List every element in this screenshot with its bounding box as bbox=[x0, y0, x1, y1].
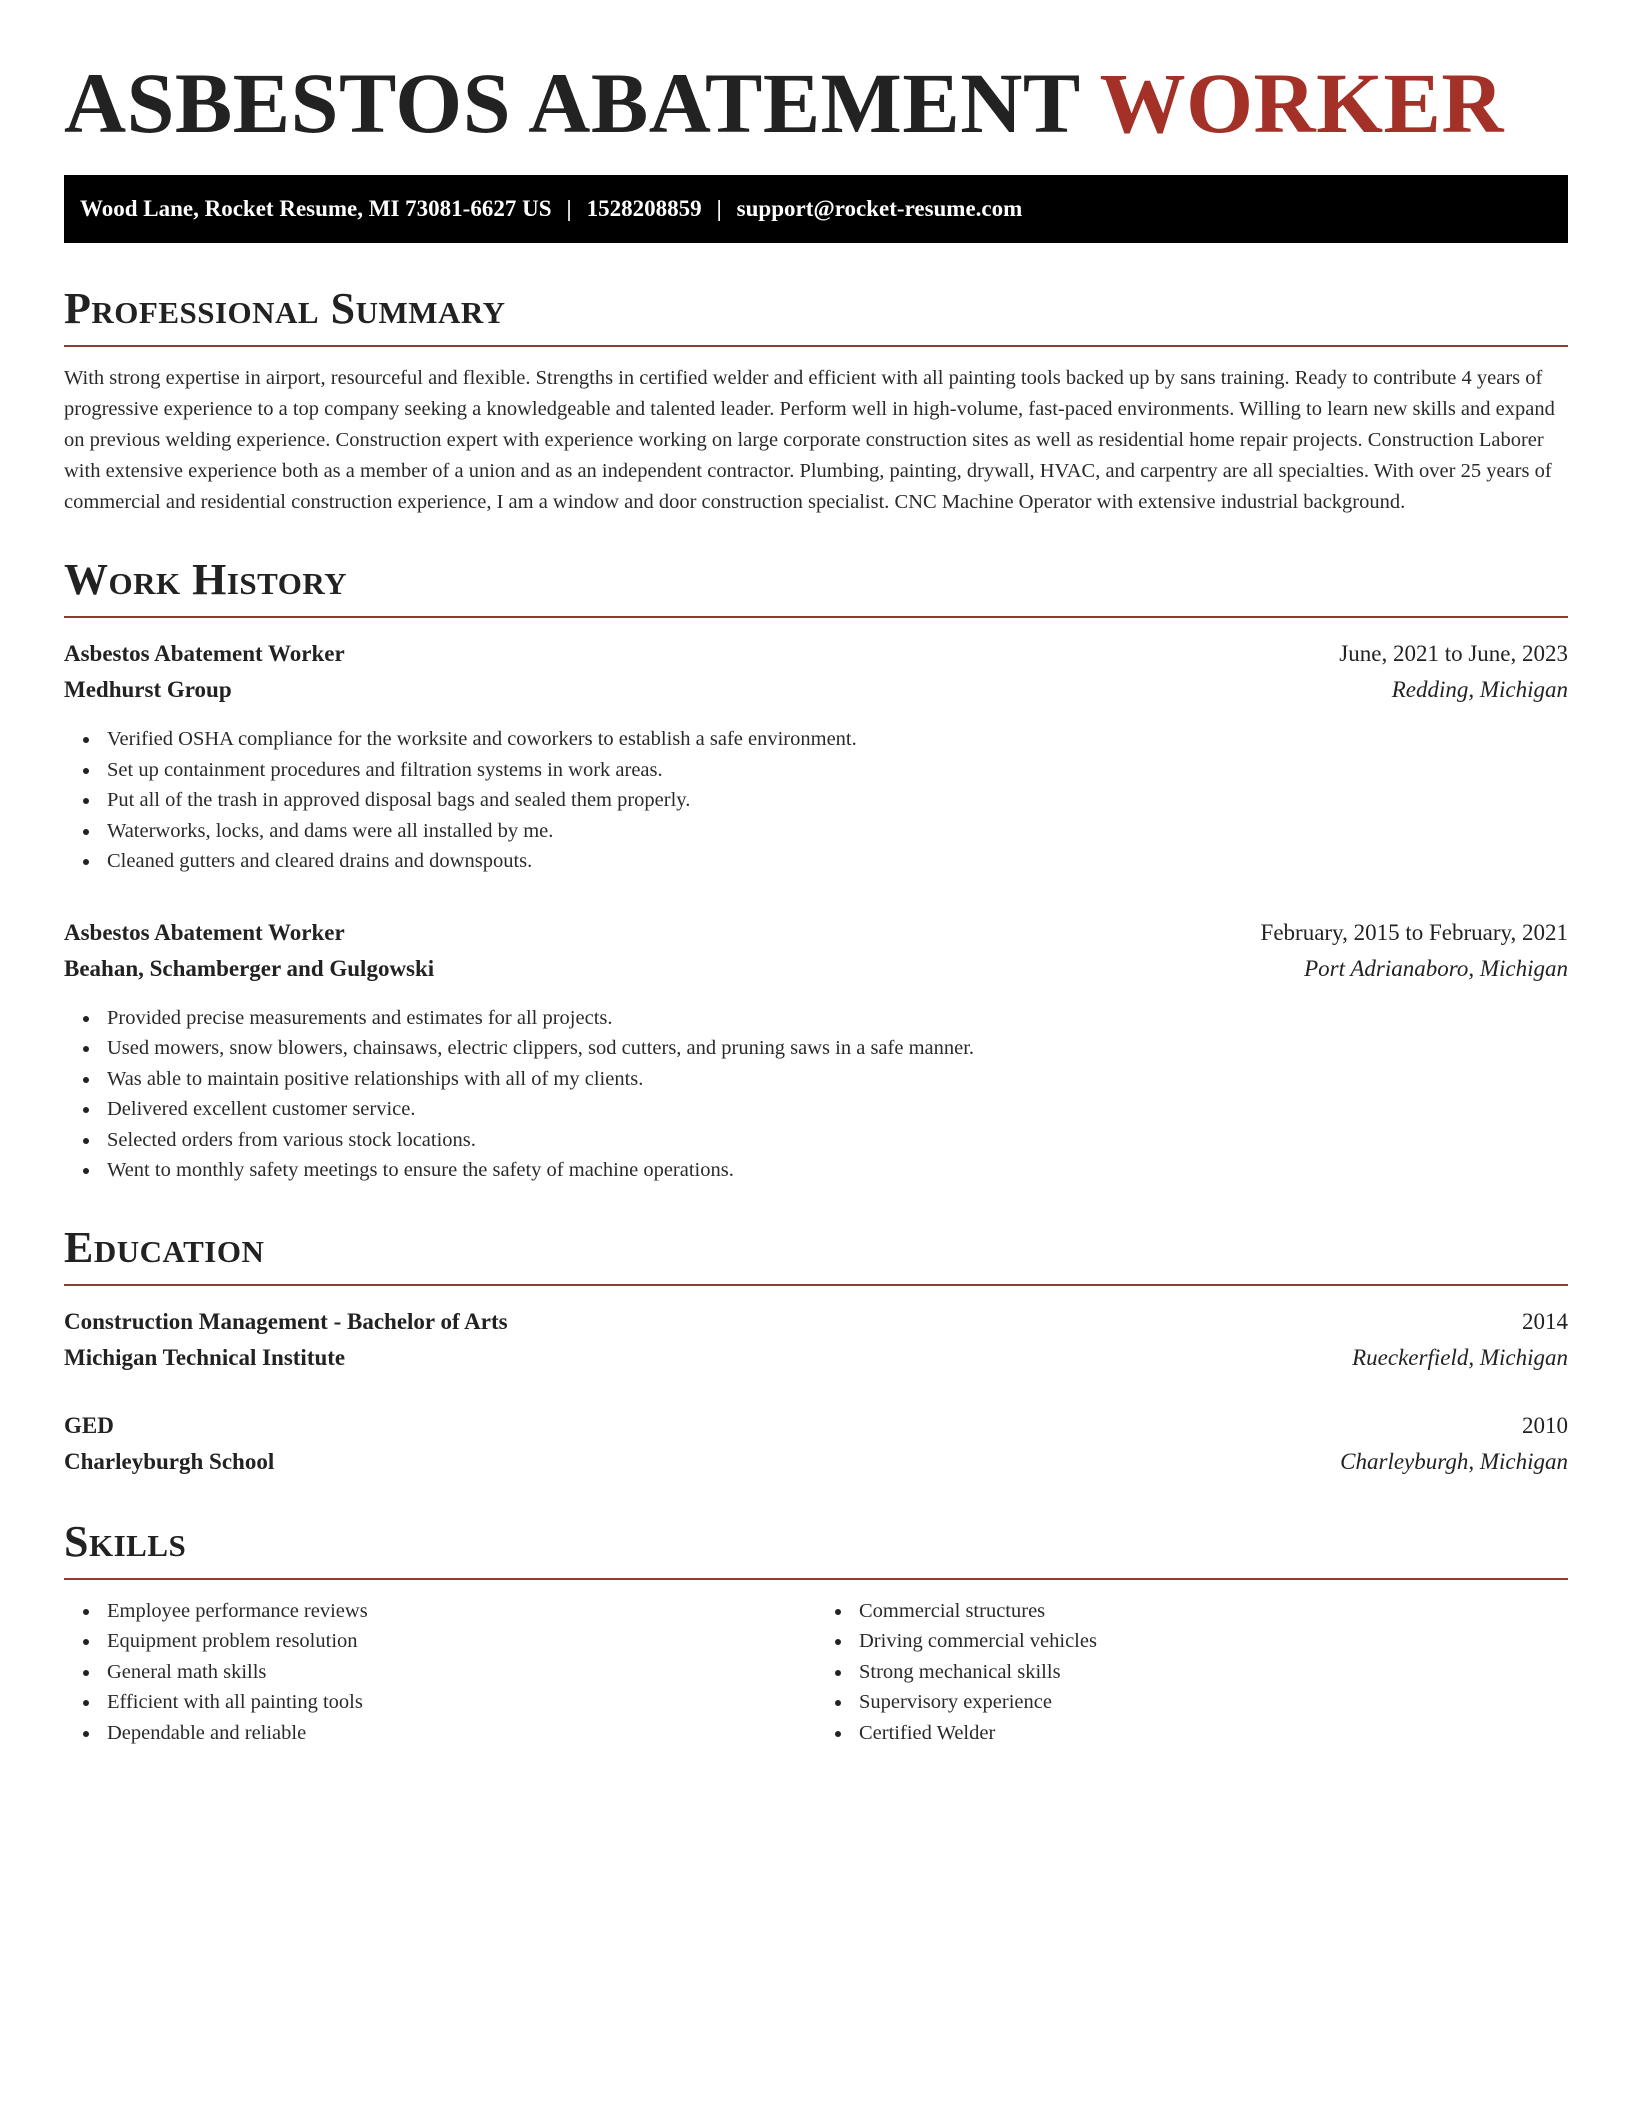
job-role: Asbestos Abatement Worker bbox=[64, 641, 345, 667]
job-location: Port Adrianaboro, Michigan bbox=[1304, 955, 1568, 981]
job-bullet: Was able to maintain positive relationships with all of my clients. bbox=[64, 1064, 1568, 1095]
education-location: Charleyburgh, Michigan bbox=[1340, 1448, 1568, 1474]
title-accent: WORKER bbox=[1099, 55, 1504, 151]
education-degree-row bbox=[64, 1304, 1568, 1340]
contact-phone[interactable]: 1528208859 bbox=[586, 196, 702, 222]
skill-item: General math skills bbox=[64, 1657, 816, 1688]
job-bullet: Provided precise measurements and estimates for all projects. bbox=[64, 1003, 1568, 1034]
work-history-section bbox=[64, 555, 1568, 1186]
resume-title bbox=[64, 0, 1568, 155]
job-bullets bbox=[64, 1003, 1568, 1186]
skill-item: Equipment problem resolution bbox=[64, 1626, 816, 1657]
education-degree-row bbox=[64, 1408, 1568, 1444]
job-bullet: Verified OSHA compliance for the worksite and coworkers to establish a safe environment. bbox=[64, 724, 1568, 755]
education-school: Michigan Technical Institute bbox=[64, 1344, 346, 1370]
skills-column-left bbox=[64, 1596, 816, 1749]
education-year: 2014 bbox=[1522, 1308, 1568, 1334]
section-title-skills: Skills bbox=[64, 1520, 1568, 1580]
education-year: 2010 bbox=[1522, 1412, 1568, 1438]
job-role: Asbestos Abatement Worker bbox=[64, 919, 345, 945]
job-bullets bbox=[64, 724, 1568, 877]
education-entry bbox=[64, 1304, 1568, 1376]
job-dates: June, 2021 to June, 2023 bbox=[1339, 641, 1568, 667]
job-company-row bbox=[64, 951, 1568, 987]
job-bullet: Selected orders from various stock locations. bbox=[64, 1125, 1568, 1156]
contact-address: Wood Lane, Rocket Resume, MI 73081-6627 US bbox=[80, 196, 552, 222]
job-bullet: Set up containment procedures and filtration systems in work areas. bbox=[64, 755, 1568, 786]
contact-separator: | bbox=[566, 196, 572, 222]
section-title-summary: Professional Summary bbox=[64, 287, 1568, 347]
job-company: Medhurst Group bbox=[64, 677, 232, 703]
skill-item: Employee performance reviews bbox=[64, 1596, 816, 1627]
skill-item: Commercial structures bbox=[816, 1596, 1568, 1627]
skills-grid bbox=[64, 1596, 1568, 1749]
skill-item: Supervisory experience bbox=[816, 1687, 1568, 1718]
summary-section bbox=[64, 284, 1568, 518]
skills-column-right bbox=[816, 1596, 1568, 1749]
job-bullet: Put all of the trash in approved disposal bags and sealed them properly. bbox=[64, 785, 1568, 816]
job-header-row bbox=[64, 915, 1568, 951]
job-bullet: Used mowers, snow blowers, chainsaws, electric clippers, sod cutters, and pruning saws in a safe manner. bbox=[64, 1033, 1568, 1064]
education-degree: Construction Management - Bachelor of Arts bbox=[64, 1308, 508, 1334]
skill-item: Certified Welder bbox=[816, 1718, 1568, 1749]
job-bullet: Cleaned gutters and cleared drains and downspouts. bbox=[64, 846, 1568, 877]
summary-text: With strong expertise in airport, resourceful and flexible. Strengths in certified welder and efficient with all painting tools backed up by sans training. Ready to contribute 4 years of progressive experience to a top company seeking a knowledgeable and talented leader. Perform well in high-volume, fast-paced environments. Willing to learn new skills and expand on previous welding experience. Construction expert with experience working on large corporate construction sites as well as residential home repair projects. Construction Laborer with extensive experience both as a member of a union and as an independent contractor. Plumbing, painting, drywall, HVAC, and carpentry are all specialties. With over 25 years of commercial and residential construction experience, I am a window and door construction specialist. CNC Machine Operator with extensive industrial background. bbox=[64, 367, 1555, 514]
education-school: Charleyburgh School bbox=[64, 1448, 275, 1474]
skill-item: Strong mechanical skills bbox=[816, 1657, 1568, 1688]
education-degree: GED bbox=[64, 1412, 114, 1438]
contact-separator: | bbox=[716, 196, 722, 222]
job-entry bbox=[64, 915, 1568, 1186]
section-title-education: Education bbox=[64, 1226, 1568, 1286]
education-entry bbox=[64, 1408, 1568, 1480]
skill-item: Driving commercial vehicles bbox=[816, 1626, 1568, 1657]
education-location: Rueckerfield, Michigan bbox=[1352, 1344, 1568, 1370]
job-dates: February, 2015 to February, 2021 bbox=[1260, 919, 1568, 945]
job-bullet: Waterworks, locks, and dams were all installed by me. bbox=[64, 816, 1568, 847]
title-main: ASBESTOS ABATEMENT bbox=[64, 55, 1080, 151]
education-school-row bbox=[64, 1444, 1568, 1480]
job-company: Beahan, Schamberger and Gulgowski bbox=[64, 955, 435, 981]
skill-item: Dependable and reliable bbox=[64, 1718, 816, 1749]
education-school-row bbox=[64, 1340, 1568, 1376]
job-location: Redding, Michigan bbox=[1391, 677, 1568, 703]
skills-section bbox=[64, 1516, 1568, 1749]
job-bullet: Went to monthly safety meetings to ensure the safety of machine operations. bbox=[64, 1155, 1568, 1186]
skill-item: Efficient with all painting tools bbox=[64, 1687, 816, 1718]
contact-bar bbox=[64, 175, 1568, 243]
section-title-work-history: Work History bbox=[64, 558, 1568, 618]
job-header-row bbox=[64, 636, 1568, 672]
job-entry bbox=[64, 636, 1568, 877]
job-company-row bbox=[64, 672, 1568, 708]
contact-email[interactable]: support@rocket-resume.com bbox=[736, 196, 1023, 222]
job-bullet: Delivered excellent customer service. bbox=[64, 1094, 1568, 1125]
education-section bbox=[64, 1222, 1568, 1480]
